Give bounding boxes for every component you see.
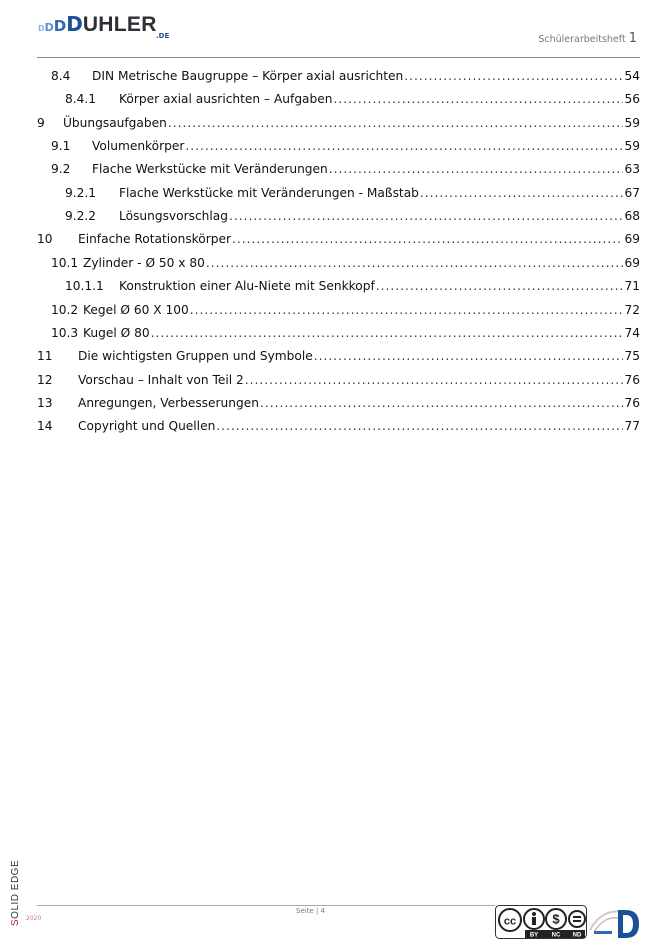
toc-entry[interactable] xyxy=(51,139,640,161)
toc-dot-leader xyxy=(376,279,624,293)
page-header xyxy=(0,0,661,60)
toc-entry[interactable] xyxy=(65,92,640,114)
svg-text:cc: cc xyxy=(503,915,517,928)
duhler-d-logo-icon xyxy=(588,904,640,940)
toc-entry-number: 10.3 xyxy=(51,325,79,340)
toc-dot-leader xyxy=(168,116,624,130)
toc-entry-number: 9.2.2 xyxy=(65,209,97,224)
toc-dot-leader xyxy=(334,92,624,106)
toc-entry-title: Übungsaufgaben xyxy=(63,115,167,130)
document-title xyxy=(538,31,637,46)
logo-suffix: .DE xyxy=(156,32,170,40)
toc-dot-leader xyxy=(232,232,623,246)
toc-entry-title: Die wichtigsten Gruppen und Symbole xyxy=(78,349,313,364)
solid-edge-rest: OLID EDGE xyxy=(10,859,21,919)
toc-entry-page: 56 xyxy=(624,92,640,107)
toc-dot-leader xyxy=(190,303,624,317)
toc-entry[interactable] xyxy=(37,373,640,395)
logo-d-large: D xyxy=(66,12,83,36)
toc-entry-page: 71 xyxy=(624,279,640,294)
toc-entry-title: Volumenkörper xyxy=(92,139,185,154)
toc-entry-title: DIN Metrische Baugruppe – Körper axial ausrichten xyxy=(92,69,404,83)
toc-entry-page: 63 xyxy=(624,162,640,177)
toc-entry[interactable] xyxy=(51,303,640,325)
toc-entry-title: Lösungsvorschlag xyxy=(119,209,228,224)
toc-entry-title: Anregungen, Verbesserungen xyxy=(78,395,259,410)
toc-entry-title: Kugel Ø 80 xyxy=(83,325,150,340)
toc-entry-number: 14 xyxy=(37,419,53,434)
toc-entry-title: Einfache Rotationskörper xyxy=(78,232,232,247)
logo-d-small-3: D xyxy=(53,17,67,35)
solid-edge-accent-letter: S xyxy=(10,918,21,926)
toc-entry-page: 69 xyxy=(624,255,640,270)
toc-entry-number: 8.4 xyxy=(51,69,71,83)
toc-entry-title: Copyright und Quellen xyxy=(78,419,216,434)
toc-entry[interactable] xyxy=(37,232,640,254)
cc-label-nc: NC xyxy=(551,932,561,939)
toc-entry-number: 10.1.1 xyxy=(65,279,104,294)
toc-entry-number: 9.2.1 xyxy=(65,185,97,200)
toc-dot-leader xyxy=(151,326,624,340)
toc-entry[interactable] xyxy=(65,209,640,231)
toc-entry[interactable] xyxy=(51,326,640,348)
toc-entry-page: 54 xyxy=(624,69,640,83)
toc-entry-page: 69 xyxy=(624,232,640,247)
toc-entry-number: 10.1 xyxy=(51,255,79,270)
toc-entry[interactable] xyxy=(51,256,640,278)
toc-entry-page: 75 xyxy=(624,349,640,364)
toc-entry-page: 59 xyxy=(624,139,640,154)
footer-divider xyxy=(37,905,495,906)
toc-entry[interactable] xyxy=(65,279,640,301)
toc-entry-page: 76 xyxy=(624,372,640,387)
cc-label-nd: ND xyxy=(572,932,582,939)
cc-label-by: BY xyxy=(529,932,539,939)
toc-entry[interactable] xyxy=(51,69,640,91)
toc-entry-number: 9.2 xyxy=(51,162,71,177)
toc-dot-leader xyxy=(314,349,624,363)
toc-entry-title: Kegel Ø 60 X 100 xyxy=(83,302,189,317)
toc-entry-title: Konstruktion einer Alu-Niete mit Senkkopf xyxy=(119,279,375,294)
toc-entry-number: 12 xyxy=(37,372,53,387)
logo-d-small-2: D xyxy=(44,21,54,34)
toc-dot-leader xyxy=(245,373,624,387)
toc-entry-number: 9 xyxy=(37,115,45,130)
toc-dot-leader xyxy=(206,256,624,270)
toc-entry-page: 74 xyxy=(624,325,640,340)
toc-dot-leader xyxy=(185,139,623,153)
toc-entry-title: Flache Werkstücke mit Veränderungen - Maßstab xyxy=(119,185,419,200)
toc-entry-title: Flache Werkstücke mit Veränderungen xyxy=(92,162,328,177)
toc-dot-leader xyxy=(329,162,624,176)
logo-d-small-1: D xyxy=(38,24,45,33)
toc-dot-leader xyxy=(260,396,624,410)
logo-word: UHLER xyxy=(82,13,157,36)
toc-entry[interactable] xyxy=(37,349,640,371)
brand-year: 2020 xyxy=(26,915,42,922)
toc-entry-page: 76 xyxy=(624,395,640,410)
toc-entry[interactable] xyxy=(37,396,640,418)
toc-entry[interactable] xyxy=(51,162,640,184)
header-divider xyxy=(37,57,640,58)
duhler-logo xyxy=(38,12,170,42)
toc-entry-page: 67 xyxy=(624,185,640,200)
toc-entry-number: 8.4.1 xyxy=(65,92,97,107)
document-title-text: Schülerarbeitsheft xyxy=(538,34,626,45)
toc-entry[interactable] xyxy=(37,116,640,138)
toc-entry-number: 10.2 xyxy=(51,302,79,317)
toc-entry-number: 10 xyxy=(37,232,53,247)
solid-edge-text xyxy=(10,860,21,926)
toc-entry[interactable] xyxy=(37,419,640,441)
toc-entry-number: 13 xyxy=(37,395,53,410)
toc-entry-title: Vorschau – Inhalt von Teil 2 xyxy=(78,372,244,387)
toc-entry-page: 68 xyxy=(624,209,640,224)
toc-entry-number: 11 xyxy=(37,349,53,364)
toc-entry-title: Zylinder - Ø 50 x 80 xyxy=(83,255,205,270)
toc-dot-leader xyxy=(229,209,624,223)
header-page-number: 1 xyxy=(628,31,637,46)
toc-dot-leader xyxy=(216,419,623,433)
footer-page-label: Seite | 4 xyxy=(296,907,326,915)
toc-entry-number: 9.1 xyxy=(51,139,71,154)
creative-commons-by-nc-nd-icon xyxy=(495,905,587,939)
svg-text:$: $ xyxy=(552,911,560,927)
toc-entry-page: 59 xyxy=(624,115,640,130)
toc-entry-title: Körper axial ausrichten – Aufgaben xyxy=(119,92,333,107)
toc-entry[interactable] xyxy=(65,186,640,208)
toc-entry-page: 77 xyxy=(624,419,640,434)
toc-dot-leader xyxy=(404,69,623,83)
toc-dot-leader xyxy=(420,186,624,200)
toc-entry-page: 72 xyxy=(624,302,640,317)
